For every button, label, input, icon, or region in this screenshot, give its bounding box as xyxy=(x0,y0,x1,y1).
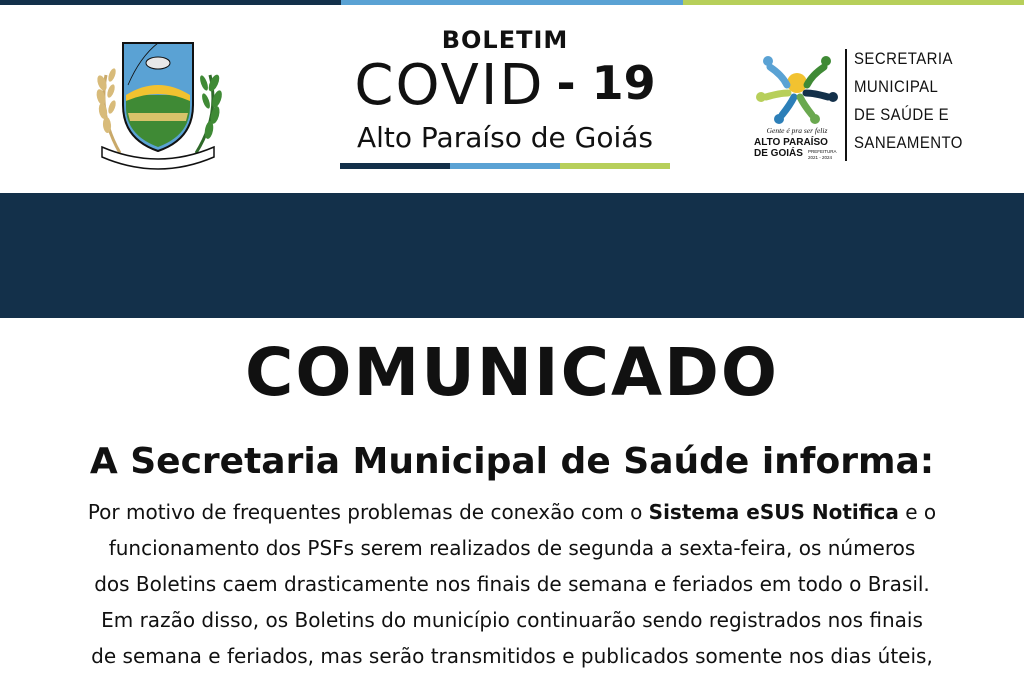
covid-title: COVID xyxy=(354,53,545,118)
municipal-crest-logo xyxy=(88,35,228,175)
body-line-1-a: Por motivo de frequentes problemas de conexão com o xyxy=(87,500,649,524)
secretaria-divider xyxy=(845,49,847,161)
notice-subheading: A Secretaria Municipal de Saúde informa: xyxy=(89,441,935,482)
underline-green xyxy=(560,163,670,169)
body-line-5: de semana e feriados, mas serão transmitidos e publicados somente nos dias úteis, xyxy=(91,644,933,668)
notice-content xyxy=(0,318,1024,682)
bulletin-title-block xyxy=(330,27,680,169)
prefeitura-logo xyxy=(752,45,842,165)
notice-body xyxy=(42,494,982,674)
body-line-1 xyxy=(42,494,982,530)
secretaria-line-4: SANEAMENTO xyxy=(854,133,963,152)
underline-blue xyxy=(450,163,560,169)
logo-tag: PREFEITURA xyxy=(808,149,837,154)
secretaria-line-1: SECRETARIA xyxy=(854,49,953,68)
body-line-3: dos Boletins caem drasticamente nos finais de semana e feriados em todo o Brasil. xyxy=(94,572,930,596)
secretaria-name xyxy=(854,45,978,157)
logo-slogan: Gente é pra ser feliz xyxy=(766,126,828,135)
body-line-2: funcionamento dos PSFs serem realizados de segunda a sexta-feira, os números xyxy=(108,536,916,560)
logo-name-line2: DE GOIÁS xyxy=(754,148,803,159)
secretaria-line-2: MUNICIPAL xyxy=(854,77,939,96)
header xyxy=(0,5,1024,193)
logo-name-line1: ALTO PARAÍSO xyxy=(754,137,828,148)
city-name: Alto Paraíso de Goiás xyxy=(356,121,654,154)
body-line-1-c: e o xyxy=(898,500,937,524)
covid-number: - 19 xyxy=(556,56,656,110)
body-line-4: Em razão disso, os Boletins do município continuarão sendo registrados nos finais xyxy=(101,608,923,632)
title-underline xyxy=(340,163,670,169)
secretaria-line-3: DE SAÚDE E xyxy=(854,105,950,124)
logo-years: 2021 - 2024 xyxy=(808,155,833,160)
covid-title-row xyxy=(330,55,680,117)
boletim-label: BOLETIM xyxy=(441,26,569,54)
notice-heading: COMUNICADO xyxy=(244,334,779,411)
esus-system-name: Sistema eSUS Notifica xyxy=(648,500,899,524)
navy-banner xyxy=(0,193,1024,318)
underline-dark xyxy=(340,163,450,169)
